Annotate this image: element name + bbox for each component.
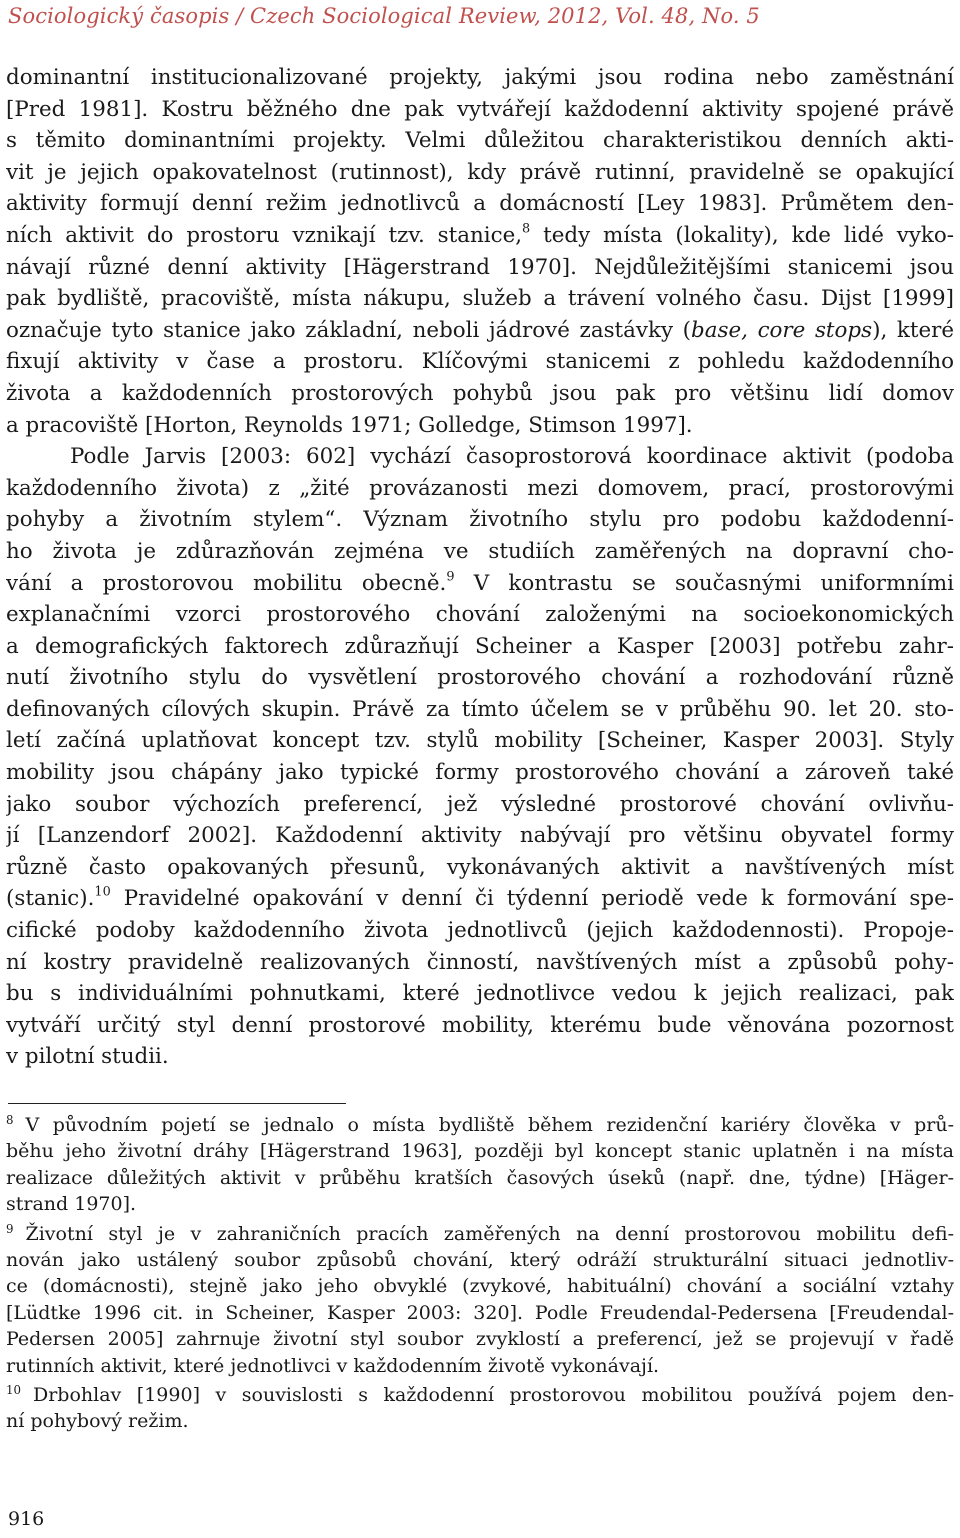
text-line: [Pred 1981]. Kostru běžného dne pak vytvářejí každodenní aktivity spojené právě xyxy=(6,96,954,122)
footnote-ref-9[interactable]: 9 xyxy=(446,568,455,584)
text-line: fixují aktivity v čase a prostoru. Klíčovými stanicemi z pohledu každodenního xyxy=(6,349,954,375)
footnote-10 xyxy=(6,1382,954,1435)
text-line: mobility jsou chápány jako typické formy prostorového chování a zároveň také xyxy=(6,760,954,786)
footnote-text: V původním pojetí se jednalo o místa bydliště během rezidenční kariéry člověka v prů- xyxy=(25,1114,954,1136)
footnote-line: běhu jeho životní dráhy [Hägerstrand 1963], později byl koncept stanic uplatněn i na místa xyxy=(6,1140,954,1163)
text-line: s těmito dominantními projekty. Velmi důležitou charakteristikou denních akti- xyxy=(6,128,954,154)
text-segment: označuje tyto stanice jako základní, neboli jádrové zastávky ( xyxy=(6,317,692,343)
footnote-text: Drbohlav [1990] v souvislosti s každodenní prostorovou mobilitou používá pojem den- xyxy=(32,1383,954,1406)
text-line: definovaných cílových skupin. Právě za tímto účelem se v průběhu 90. let 20. sto- xyxy=(6,696,954,722)
text-line: vytváří určitý styl denní prostorové mobility, kterému bude věnována pozornost xyxy=(6,1012,954,1038)
text-line: života a každodenních prostorových pohybů jsou pak pro většinu lidí domov xyxy=(6,380,954,406)
italic-term: base, core stops xyxy=(691,317,873,343)
text-line: ho života je zdůrazňován zejména ve studiích zaměřených na dopravní cho- xyxy=(6,538,954,564)
footnote-line: rutinních aktivit, které jednotlivci v každodenním životě vykonávají. xyxy=(6,1354,660,1377)
footnote-line: ce (domácnosti), stejně jako jeho obvyklé (zvykové, habituální) chování a sociální vztahy xyxy=(6,1275,954,1298)
text-line xyxy=(6,568,954,600)
text-line: letí začíná uplatňovat koncept tzv. stylů mobility [Scheiner, Kasper 2003]. Styly xyxy=(6,728,954,754)
footnote-line xyxy=(6,1112,954,1138)
footnote-number: 9 xyxy=(6,1221,14,1236)
text-line: aktivity formují denní režim jednotlivců a domácností [Ley 1983]. Průmětem den- xyxy=(6,191,954,217)
footnote-8 xyxy=(6,1112,954,1218)
running-header: Sociologický časopis / Czech Sociological Review, 2012, Vol. 48, No. 5 xyxy=(8,4,760,28)
text-line: bu s individuálními pohnutkami, které jednotlivce vedou k jejich realizaci, pak xyxy=(6,981,954,1007)
text-line: explanačními vzorci prostorového chování založenými na socioekonomických xyxy=(6,602,954,628)
main-text xyxy=(6,62,954,1073)
text-segment: vání a prostorovou mobilitu obecně. xyxy=(6,570,447,596)
footnote-9 xyxy=(6,1221,954,1379)
text-line: pak bydliště, pracoviště, místa nákupu, služeb a trávení volného času. Dijst [1999] xyxy=(6,286,954,312)
text-line xyxy=(6,220,954,252)
text-line: různě často opakovaných přesunů, vykonávaných aktivit a navštívených míst xyxy=(6,854,954,880)
paragraph-2 xyxy=(6,441,954,1073)
text-line: jí [Lanzendorf 2002]. Každodenní aktivity nabývají pro většinu obyvatel formy xyxy=(6,823,954,849)
page-number: 916 xyxy=(8,1508,45,1530)
text-line: a demografických faktorech zdůrazňují Scheiner a Kasper [2003] potřebu zahr- xyxy=(6,633,954,659)
text-line xyxy=(6,315,954,347)
footnote-text: Životní styl je v zahraničních pracích zaměřených na denní prostorovou mobilitu defi- xyxy=(25,1222,954,1245)
footnote-line xyxy=(6,1382,954,1408)
text-segment: (stanic). xyxy=(6,886,95,912)
text-segment: ), které xyxy=(872,317,954,343)
footnote-number: 8 xyxy=(6,1112,14,1127)
footnote-line: nován jako ustálený soubor způsobů chování, který odráží strukturální situaci jednotliv- xyxy=(6,1248,954,1271)
footnote-line xyxy=(6,1221,954,1247)
text-segment: tedy místa (lokality), kde lidé vyko- xyxy=(530,222,954,248)
text-line xyxy=(6,883,954,915)
paragraph-1 xyxy=(6,62,954,441)
footnote-line: Pedersen 2005] zahrnuje životní styl soubor zvyklostí a preferencí, jež se projevují v řadě xyxy=(6,1328,954,1351)
text-line: v pilotní studii. xyxy=(6,1044,169,1070)
footnote-line: realizace důležitých aktivit v průběhu kratších časových úseků (např. dne, týdne) [Häger- xyxy=(6,1166,954,1189)
footnote-line: strand 1970]. xyxy=(6,1193,137,1216)
footnote-line: ní pohybový režim. xyxy=(6,1410,189,1433)
text-segment: V kontrastu se současnými uniformními xyxy=(454,570,954,596)
footnote-ref-10[interactable]: 10 xyxy=(94,884,111,900)
text-line: návají různé denní aktivity [Hägerstrand 1970]. Nejdůležitějšími stanicemi jsou xyxy=(6,254,954,280)
text-line: jako soubor výchozích preferencí, jež výsledné prostorové chování ovlivňu- xyxy=(6,791,954,817)
text-line: každodenního života) z „žité provázanosti mezi domovem, prací, prostorovými xyxy=(6,475,954,501)
text-segment: Pravidelné opakování v denní či týdenní periodě vede k formování spe- xyxy=(110,886,954,912)
text-line: nutí životního stylu do vysvětlení prostorového chování a rozhodování různě xyxy=(6,665,954,691)
text-line: ní kostry pravidelně realizovaných činností, navštívených míst a způsobů pohy- xyxy=(6,949,954,975)
text-line: cifické podoby každodenního života jednotlivců (jejich každodennosti). Propoje- xyxy=(6,918,954,944)
footnote-separator xyxy=(8,1103,346,1104)
text-line: dominantní institucionalizované projekty, jakými jsou rodina nebo zaměstnání xyxy=(6,65,954,90)
text-line: vit je jejich opakovatelnost (rutinnost), kdy právě rutinní, pravidelně se opakující xyxy=(6,159,954,185)
footnote-number: 10 xyxy=(6,1382,21,1397)
footnote-line: [Lüdtke 1996 cit. in Scheiner, Kasper 2003: 320]. Podle Freudendal-Pedersena [Freudendal- xyxy=(6,1301,954,1324)
text-line: a pracoviště [Horton, Reynolds 1971; Golledge, Stimson 1997]. xyxy=(6,412,693,438)
text-segment: ních aktivit do prostoru vznikají tzv. stanice, xyxy=(6,222,523,248)
text-line: Podle Jarvis [2003: 602] vychází časoprostorová koordinace aktivit (podoba xyxy=(70,444,954,470)
text-line: pohyby a životním stylem“. Význam životního stylu pro podobu každodenní- xyxy=(6,507,954,533)
footnote-ref-8[interactable]: 8 xyxy=(522,221,531,237)
footnotes xyxy=(6,1112,954,1435)
